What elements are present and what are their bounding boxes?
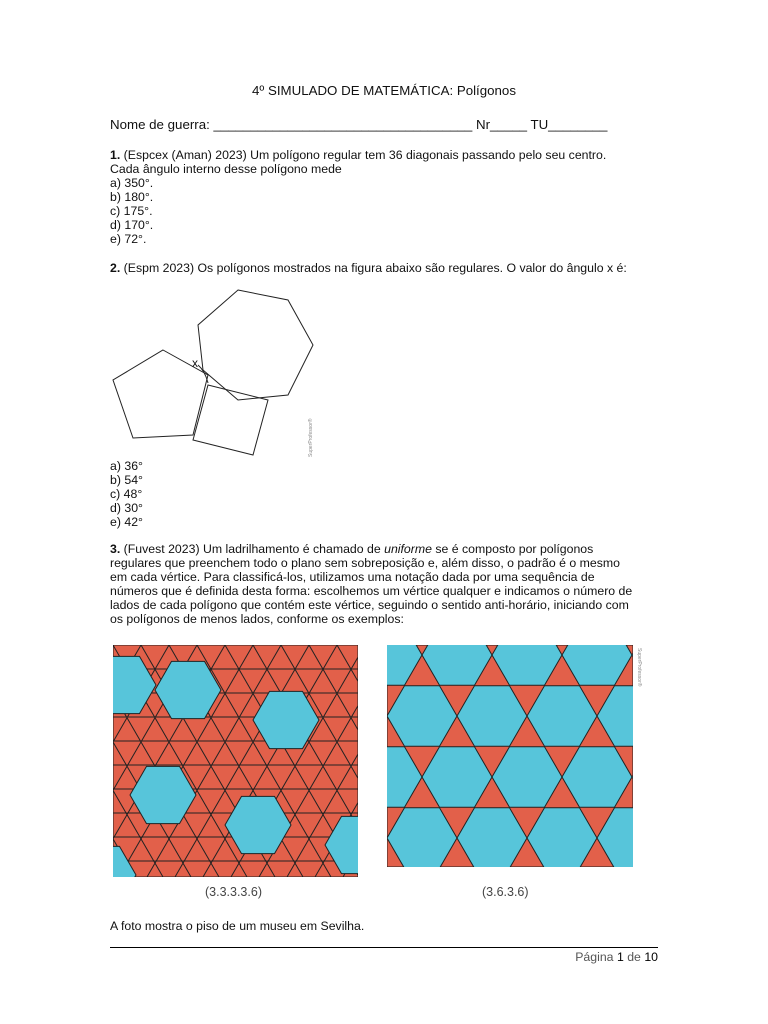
question-3-number: 3. <box>110 542 121 556</box>
q2-option-d: d) 30° <box>110 501 143 515</box>
question-3-line-6: os polígonos de menos lados, conforme os exemplos: <box>110 612 404 626</box>
tiling-watermark: SuperProfessor® <box>636 648 642 687</box>
question-3-line-3: em cada vértice. Para classificá-los, utilizamos uma notação dada por uma sequência de <box>110 570 595 584</box>
question-2-number: 2. <box>110 261 121 275</box>
tiling-left <box>113 645 358 877</box>
q2-option-c: c) 48° <box>110 487 143 501</box>
name-field-line: Nome de guerra: ___________________________________ Nr_____ TU________ <box>110 117 608 132</box>
watermark: SuperProfessor® <box>308 418 314 457</box>
question-1-number: 1. <box>110 148 121 162</box>
q1-option-c: c) 175°. <box>110 204 153 218</box>
question-3-after: A foto mostra o piso de um museu em Sevilha. <box>110 919 365 933</box>
q2-option-b: b) 54° <box>110 473 143 487</box>
q2-option-e: e) 42° <box>110 515 143 529</box>
square-shape <box>193 385 268 455</box>
footer-mid: de <box>623 950 645 964</box>
q1-option-b: b) 180°. <box>110 190 154 204</box>
caption-left: (3.3.3.3.6) <box>205 885 262 899</box>
question-2-text: (Espm 2023) Os polígonos mostrados na figura abaixo são regulares. O valor do ângulo x é: <box>120 261 627 275</box>
question-3-line-2: regulares que preenchem todo o plano sem sobreposição e, além disso, o padrão é o mesmo <box>110 556 620 570</box>
page-footer <box>575 950 658 964</box>
q2-option-a: a) 36° <box>110 459 143 473</box>
q1-option-e: e) 72°. <box>110 232 147 246</box>
footer-total: 10 <box>644 950 658 964</box>
hexagon-shape <box>198 290 313 400</box>
angle-x-label: x <box>192 356 198 370</box>
question-1-line-1: (Espcex (Aman) 2023) Um polígono regular tem 36 diagonais passando pelo seu centro. <box>120 148 607 162</box>
tiling-right <box>387 645 633 867</box>
question-3-line-5: lados de cada polígono que contém este vértice, seguindo o sentido anti-horário, iniciando com <box>110 598 629 612</box>
q1-option-d: d) 170°. <box>110 218 154 232</box>
page-title: 4º SIMULADO DE MATEMÁTICA: Polígonos <box>252 83 516 98</box>
polygons-figure <box>108 285 318 460</box>
question-3-text-b: se é composto por polígonos <box>431 542 594 556</box>
footer-page: 1 <box>616 950 624 964</box>
caption-right: (3.6.3.6) <box>482 885 529 899</box>
footer-rule <box>110 947 658 948</box>
question-3-italic: uniforme <box>384 542 432 556</box>
question-3-text-a: (Fuvest 2023) Um ladrilhamento é chamado de <box>120 542 385 556</box>
question-1-line-2: Cada ângulo interno desse polígono mede <box>110 162 342 176</box>
q1-option-a: a) 350°. <box>110 176 154 190</box>
footer-prefix: Página <box>575 950 617 964</box>
question-3-line-4: números que é definida desta forma: escolhemos um vértice qualquer e indicamos o número de <box>110 584 633 598</box>
